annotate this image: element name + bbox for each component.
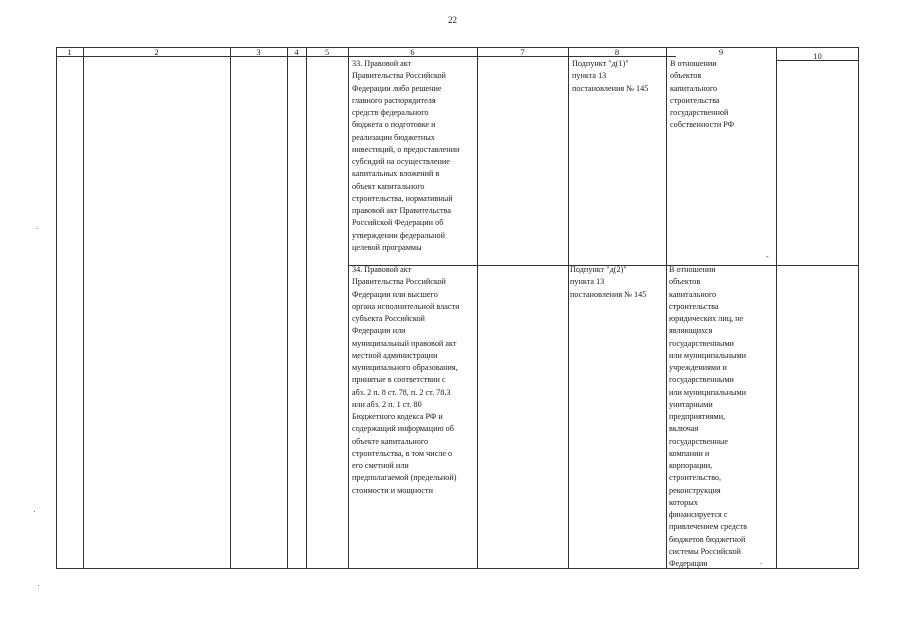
scan-speck <box>37 228 38 229</box>
col-border <box>287 47 288 569</box>
header-col-1: 1 <box>67 47 72 57</box>
col-border <box>83 47 84 569</box>
row-34-scope: В отношении объектов капитального строительства юридических лиц, не являющихся государственными или муниципальными учреждениями и государственными или муниципальными унитарными предприятиями, включая государственные компании и корпорации, строительство, реконструкция которых финансируется с привлечением средств бюджетов бюджетной системы Российской Федерации <box>669 265 748 568</box>
header-col-7: 7 <box>520 47 525 57</box>
col-border <box>306 47 307 569</box>
scan-speck <box>34 511 35 512</box>
col-border <box>56 47 57 569</box>
col-border <box>858 47 859 569</box>
header-col-10: 10 <box>813 51 822 61</box>
regulatory-table <box>56 47 859 569</box>
header-col-3: 3 <box>256 47 261 57</box>
row-34-document-type: 34. Правовой акт Правительства Российской Федерации или высшего органа исполнительной власти субъекта Российской Федерации или муниципальный правовой акт местной администрации муниципального образования, принятые в соответствии с абз. 2 п. 8 ст. 78, п. 2 ст. 78.3 или абз. 2 п. 1 ст. 80 Бюджетного кодекса РФ и содержащий информацию об объекте капитального строительства, в том числе о его сметной или предполагаемой (предельной) стоимости и мощности <box>352 265 460 495</box>
header-col-5: 5 <box>324 47 330 57</box>
scan-mark: - <box>766 252 769 261</box>
col-border <box>348 47 349 569</box>
row-33-scope: В отношении объектов капитального строительства государственной собственности РФ <box>670 59 735 130</box>
row-34-legal-basis: Подпункт "д(2)" пункта 13 постановления № 145 <box>570 265 647 299</box>
scan-speck <box>38 585 39 586</box>
header-col-4: 4 <box>294 47 299 57</box>
header-col-6: 6 <box>410 47 415 57</box>
col-border <box>230 47 231 569</box>
header-col-9: 9 <box>718 47 724 57</box>
col-border <box>568 47 569 569</box>
page-number: 22 <box>448 15 457 25</box>
header-col-2: 2 <box>154 47 159 57</box>
row-33-legal-basis: Подпункт "д(1)" пункта 13 постановления № 145 <box>572 59 649 93</box>
col-border <box>477 47 478 569</box>
header-col-8: 8 <box>614 47 620 57</box>
col-border <box>666 47 667 569</box>
col-border <box>776 47 777 569</box>
scan-mark: . <box>760 557 762 566</box>
row-33-document-type: 33. Правовой акт Правительства Российской Федерации либо решение главного распорядителя средств федерального бюджета о подготовке и реализации бюджетных инвестиций, о предоставлении субсидий на осуществление капитальных вложений в объект капитального строительства, нормативный правовой акт Правительства Российской Федерации об утверждении федеральной целевой программы <box>352 59 460 252</box>
